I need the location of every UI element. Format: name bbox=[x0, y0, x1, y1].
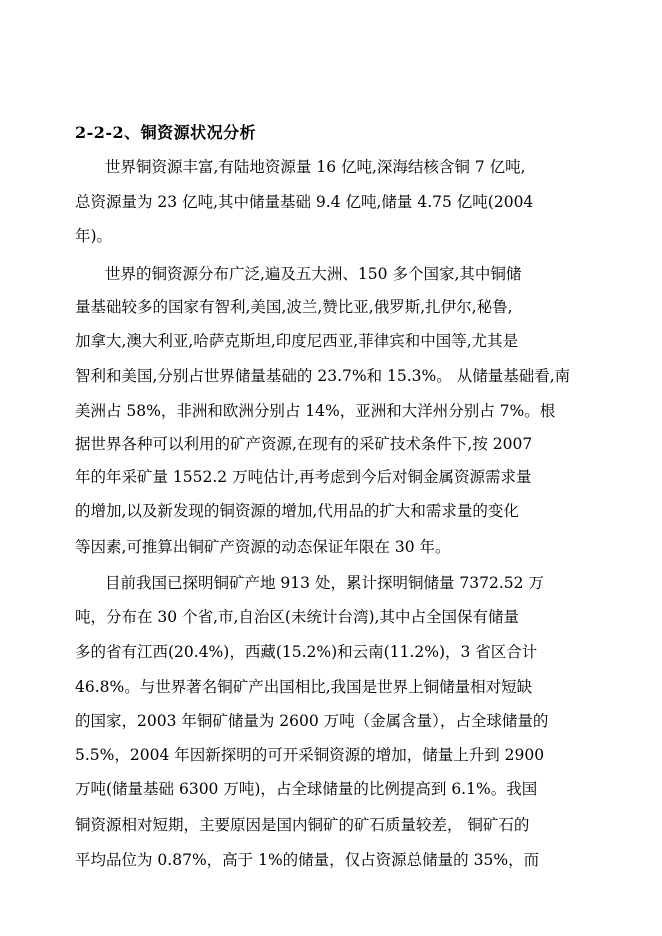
paragraph-2-line-4: 智利和美国,分别占世界储量基础的 23.7%和 15.3%。 从储量基础看,南 bbox=[75, 367, 571, 385]
paragraph-2-line-6: 据世界各种可以利用的矿产资源,在现有的采矿技术条件下,按 2007 bbox=[75, 435, 533, 453]
paragraph-2-line-5: 美洲占 58%，非洲和欧洲分别占 14%，亚洲和大洋州分别占 7%。根 bbox=[75, 402, 556, 420]
paragraph-2-line-2: 量基础较多的国家有智利,美国,波兰,赞比亚,俄罗斯,扎伊尔,秘鲁, bbox=[75, 298, 513, 316]
paragraph-3-line-7: 万吨(储量基础 6300 万吨)，占全球储量的比例提高到 6.1%。我国 bbox=[75, 780, 538, 798]
paragraph-2-line-1: 世界的铜资源分布广泛,遍及五大洲、150 多个国家,其中铜储 bbox=[105, 265, 522, 283]
paragraph-2-line-7: 年的年采矿量 1552.2 万吨估计,再考虑到今后对铜金属资源需求量 bbox=[75, 468, 532, 486]
paragraph-3-line-9: 平均品位为 0.87%，高于 1%的储量，仅占资源总储量的 35%，而 bbox=[75, 851, 540, 869]
paragraph-3-line-4: 46.8%。与世界著名铜矿产出国相比,我国是世界上铜储量相对短缺 bbox=[75, 678, 533, 696]
paragraph-1-line-1: 世界铜资源丰富,有陆地资源量 16 亿吨,深海结核含铜 7 亿吨, bbox=[105, 158, 526, 176]
paragraph-2-line-8: 的增加,以及新发现的铜资源的增加,代用品的扩大和需求量的变化 bbox=[75, 502, 519, 520]
paragraph-3-line-2: 吨，分布在 30 个省,市,自治区(未统计台湾),其中占全国保有储量 bbox=[75, 608, 519, 626]
paragraph-3-line-5: 的国家，2003 年铜矿储量为 2600 万吨（金属含量），占全球储量的 bbox=[75, 712, 549, 730]
paragraph-2-line-9: 等因素,可推算出铜矿产资源的动态保证年限在 30 年。 bbox=[75, 538, 451, 556]
paragraph-3-line-6: 5.5%，2004 年因新探明的可开采铜资源的增加，储量上升到 2900 bbox=[75, 746, 545, 764]
paragraph-2-line-3: 加拿大,澳大利亚,哈萨克斯坦,印度尼西亚,菲律宾和中国等,尤其是 bbox=[75, 332, 519, 350]
paragraph-3-line-3: 多的省有江西(20.4%)，西藏(15.2%)和云南(11.2%)，3 省区合计 bbox=[75, 643, 538, 661]
paragraph-3-line-8: 铜资源相对短期，主要原因是国内铜矿的矿石质量较差， 铜矿石的 bbox=[75, 816, 530, 834]
paragraph-1-line-2: 总资源量为 23 亿吨,其中储量基础 9.4 亿吨,储量 4.75 亿吨(2004 bbox=[75, 193, 534, 211]
paragraph-1-line-3: 年)。 bbox=[75, 227, 113, 245]
section-heading: 2-2-2、铜资源状况分析 bbox=[75, 123, 257, 142]
paragraph-3-line-1: 目前我国已探明铜矿产地 913 处，累计探明铜储量 7372.52 万 bbox=[105, 574, 544, 592]
